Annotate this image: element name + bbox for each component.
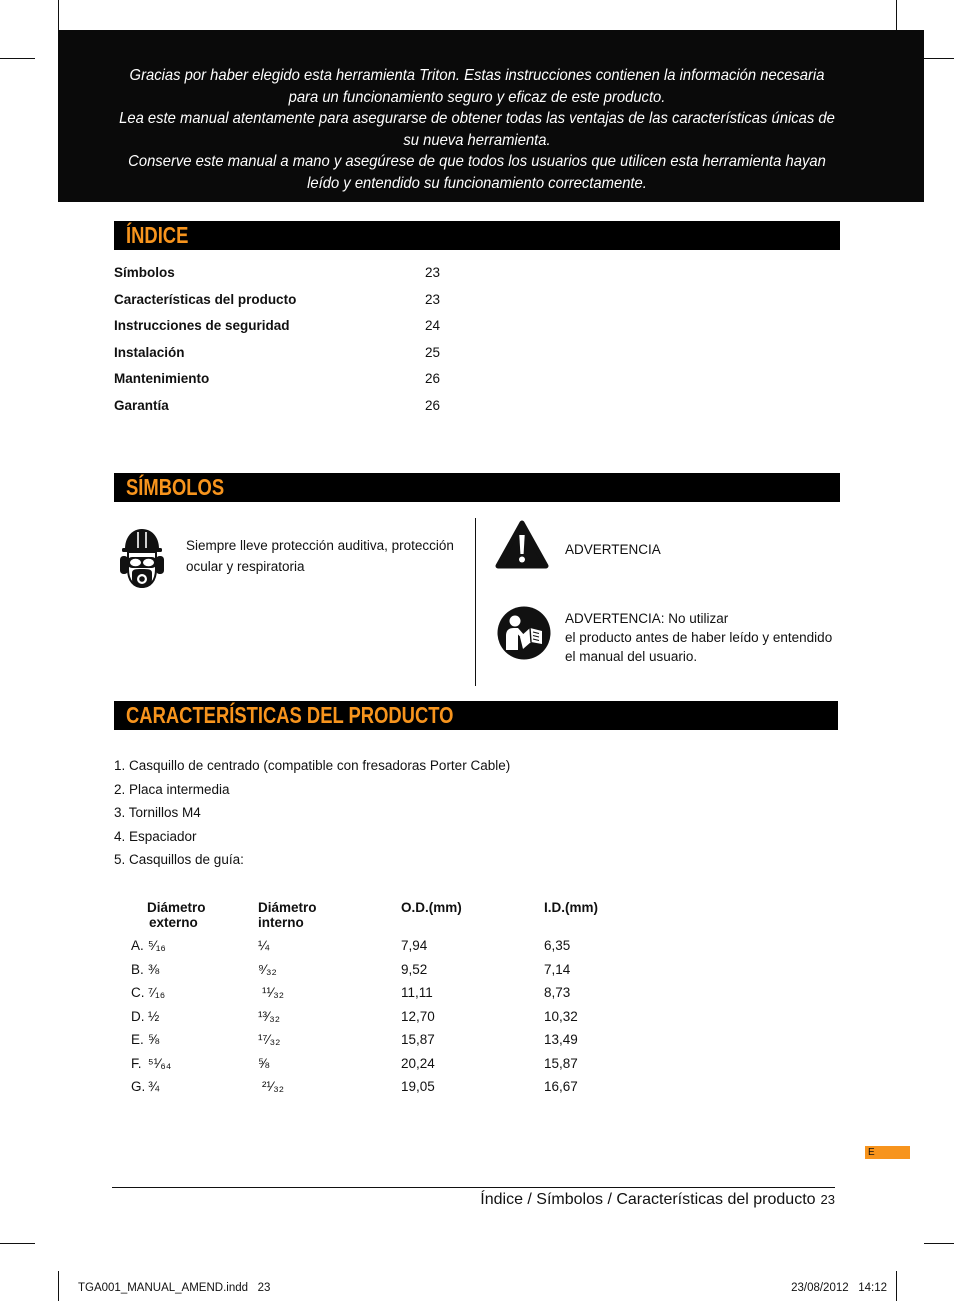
warning-text: ADVERTENCIA (565, 542, 661, 557)
intro-text (27, 65, 927, 195)
od-mm: 9,52 (401, 961, 428, 977)
id-mm: 10,32 (544, 1008, 578, 1024)
intro-line: Conserve este manual a mano y asegúrese de que todos los usuarios que utilicen esta herramienta hayan (128, 153, 826, 171)
page-number: 23 (820, 1192, 835, 1207)
od-mm: 20,24 (401, 1055, 435, 1071)
od-mm: 7,94 (401, 938, 428, 954)
id-mm: 16,67 (544, 1079, 578, 1095)
index-list (114, 260, 474, 420)
guide-bush-table-header (0, 900, 700, 931)
section-header-features (114, 701, 838, 730)
page-footer (480, 1189, 835, 1211)
crop-mark (896, 1271, 897, 1301)
outer-diameter: ⁵⁄₁₆ (148, 938, 166, 954)
od-mm: 19,05 (401, 1079, 435, 1095)
warning-triangle-icon (495, 520, 549, 570)
ppe-line: Siempre lleve protección auditiva, protección (186, 537, 454, 553)
inner-diameter: ¼ (258, 938, 270, 954)
safety-gear-icon (118, 527, 166, 590)
index-page-number: 26 (425, 371, 441, 387)
read-manual-description (565, 609, 832, 666)
crop-mark (924, 58, 954, 59)
header-line: interno (258, 914, 304, 930)
guide-bush-table (0, 934, 700, 1099)
inner-diameter: ¹⁷⁄₃₂ (258, 1032, 281, 1048)
header-id-mm (544, 900, 598, 915)
read-manual-line: el producto antes de haber leído y entendido (565, 629, 833, 645)
index-label: Instrucciones de seguridad (114, 318, 290, 334)
section-title-features: CARACTERÍSTICAS DEL PRODUCTO (126, 702, 454, 728)
crop-mark (58, 1271, 59, 1301)
index-page-number: 26 (425, 397, 441, 413)
outer-diameter: ⁵¹⁄₆₄ (148, 1055, 172, 1071)
header-line: Diámetro (147, 899, 206, 915)
feature-item: 3. Tornillos M4 (114, 805, 201, 820)
crop-mark (0, 58, 35, 59)
table-row (0, 1028, 700, 1052)
feature-item: 4. Espaciador (114, 828, 197, 844)
index-row (114, 393, 474, 420)
outer-diameter: ⅝ (148, 1032, 160, 1048)
slug-date: 23/08/2012 14:12 (791, 1282, 887, 1294)
intro-line: su nueva herramienta. (403, 131, 551, 149)
index-row (114, 366, 474, 393)
index-row (114, 340, 474, 367)
inner-diameter: ⁹⁄₃₂ (258, 961, 277, 977)
id-mm: 6,35 (544, 938, 571, 954)
header-outer-diameter (147, 900, 206, 930)
language-tab: E (865, 1146, 910, 1159)
row-letter: C. (131, 985, 145, 1001)
crop-mark (924, 1243, 954, 1244)
section-title-index: ÍNDICE (126, 222, 189, 248)
id-mm: 7,14 (544, 961, 571, 977)
crop-mark (0, 1243, 35, 1244)
index-page-number: 25 (425, 344, 441, 360)
header-line: O.D.(mm) (401, 899, 462, 915)
ppe-line: ocular y respiratoria (186, 558, 305, 574)
row-letter: G. (131, 1079, 146, 1095)
feature-item: 1. Casquillo de centrado (compatible con fresadoras Porter Cable) (114, 758, 511, 773)
inner-diameter: ⅝ (258, 1055, 270, 1071)
row-letter: E. (131, 1032, 144, 1048)
id-mm: 15,87 (544, 1055, 578, 1071)
table-row (0, 934, 700, 958)
crop-mark (896, 0, 897, 30)
ppe-description (186, 535, 454, 577)
index-label: Características del producto (114, 291, 297, 307)
section-header-symbols (114, 473, 840, 502)
inner-diameter: ¹³⁄₃₂ (258, 1008, 280, 1024)
row-letter: D. (131, 1008, 145, 1024)
header-od-mm (401, 900, 462, 915)
index-row (114, 287, 474, 314)
header-line: I.D.(mm) (544, 899, 598, 915)
id-mm: 8,73 (544, 985, 571, 1001)
index-page-number: 23 (425, 291, 441, 307)
outer-diameter: ¾ (148, 1079, 160, 1095)
index-row (114, 260, 474, 287)
id-mm: 13,49 (544, 1032, 578, 1048)
table-row (0, 981, 700, 1005)
inner-diameter: ¹¹⁄₃₂ (262, 985, 284, 1001)
row-letter: F. (131, 1055, 142, 1071)
index-label: Garantía (114, 397, 169, 413)
read-manual-icon (497, 606, 551, 660)
outer-diameter: ⅜ (148, 961, 160, 977)
intro-banner (58, 30, 924, 202)
intro-line: Gracias por haber elegido esta herramienta Triton. Estas instrucciones contienen la información necesaria (129, 67, 825, 84)
crop-mark (58, 0, 59, 30)
header-line: Diámetro (258, 899, 317, 915)
od-mm: 15,87 (401, 1032, 435, 1048)
table-row (0, 1052, 700, 1076)
header-line: externo (149, 914, 198, 930)
table-row (0, 1075, 700, 1099)
footer-title: Índice / Símbolos / Características del producto (480, 1191, 816, 1208)
index-page-number: 23 (425, 265, 441, 280)
warning-label (565, 540, 661, 560)
table-row (0, 958, 700, 982)
intro-line: leído y entendido su funcionamiento correctamente. (307, 174, 647, 192)
feature-item: 2. Placa intermedia (114, 781, 230, 797)
inner-diameter: ²¹⁄₃₂ (262, 1079, 284, 1095)
index-row (114, 313, 474, 340)
index-label: Mantenimiento (114, 371, 210, 387)
footer-rule (112, 1187, 835, 1188)
symbols-divider (475, 518, 476, 686)
outer-diameter: ⁷⁄₁₆ (148, 985, 166, 1001)
row-letter: A. (131, 938, 144, 954)
outer-diameter: ½ (148, 1008, 160, 1024)
od-mm: 12,70 (401, 1008, 435, 1024)
read-manual-line: ADVERTENCIA: No utilizar (565, 610, 729, 626)
header-inner-diameter (258, 900, 317, 930)
feature-list (114, 754, 510, 872)
index-label: Símbolos (114, 265, 175, 280)
section-header-index (114, 221, 840, 250)
read-manual-line: el manual del usuario. (565, 648, 698, 664)
section-title-symbols: SÍMBOLOS (126, 474, 225, 500)
slug-filename: TGA001_MANUAL_AMEND.indd 23 (78, 1282, 271, 1294)
row-letter: B. (131, 961, 144, 977)
index-page-number: 24 (425, 318, 441, 334)
intro-line: para un funcionamiento seguro y eficaz de este producto. (288, 88, 666, 106)
table-row (0, 1005, 700, 1029)
intro-line: Lea este manual atentamente para asegurarse de obtener todas las ventajas de las características únicas de (119, 110, 835, 128)
index-label: Instalación (114, 344, 185, 360)
feature-item: 5. Casquillos de guía: (114, 852, 244, 867)
od-mm: 11,11 (401, 985, 433, 1001)
